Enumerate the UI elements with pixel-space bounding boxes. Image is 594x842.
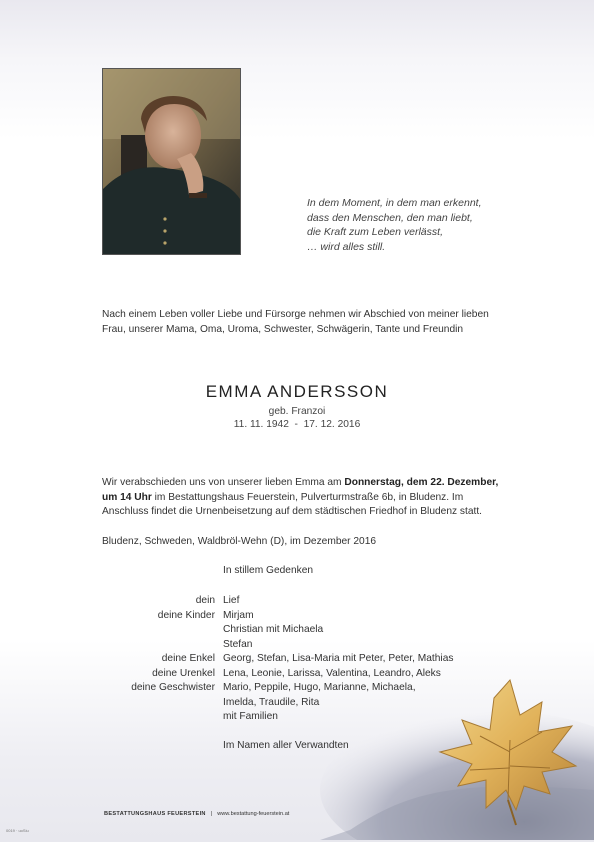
service-line: Anschluss findet die Urnenbeisetzung auf dem städtischen Friedhof in Bludenz statt. (102, 506, 482, 517)
mourner-row (90, 623, 503, 638)
mourner-relation: deine Enkel (161, 653, 215, 664)
print-code: 0019 · uoSiu (6, 828, 29, 833)
mourner-names: Lena, Leonie, Larissa, Valentina, Leandro, Aleks (223, 667, 441, 679)
service-line (102, 476, 522, 491)
quote-line: dass den Menschen, den man liebt, (307, 211, 473, 224)
service-text: im Bestattungshaus Feuerstein, Pulverturmstraße 6b, in Bludenz. Im (151, 491, 464, 503)
intro-line: Frau, unserer Mama, Oma, Uroma, Schwester, Schwägerin, Tante und Freundin (102, 323, 464, 335)
service-time: um 14 Uhr (102, 491, 152, 503)
mourner-names: Lief (223, 595, 240, 606)
footer-brand: BESTATTUNGSHAUS FEUERSTEIN (104, 811, 206, 817)
footer (104, 811, 289, 817)
mourner-relation (90, 710, 223, 725)
memorial-quote (307, 196, 547, 254)
mourner-relation: deine Urenkel (152, 667, 215, 679)
mourner-relation (90, 638, 223, 653)
quote-line: die Kraft zum Leben verlässt, (307, 226, 443, 238)
intro-text (102, 308, 522, 337)
footer-website[interactable]: www.bestattung-feuerstein.at (217, 811, 290, 817)
birth-name: geb. Franzoi (268, 406, 326, 417)
mourner-relation: deine Geschwister (131, 682, 215, 693)
mourner-names: Imelda, Traudile, Rita (223, 696, 320, 708)
quote-line: In dem Moment, in dem man erkennt, (307, 197, 482, 209)
mourner-names: Mario, Peppile, Hugo, Marianne, Michaela, (223, 682, 416, 693)
mourner-relation: dein (195, 595, 215, 606)
service-details (102, 476, 522, 520)
mourner-row (90, 594, 503, 609)
life-dates: 11. 11. 1942 - 17. 12. 2016 (233, 419, 361, 430)
mourner-relation (90, 696, 223, 711)
in-memory-heading: In stillem Gedenken (223, 565, 314, 576)
service-line (102, 491, 522, 506)
portrait-photo (102, 68, 241, 255)
closing-line: Im Namen aller Verwandten (223, 740, 349, 751)
intro-line: Nach einem Leben voller Liebe und Fürsorge nehmen wir Abschied von meiner lieben (102, 309, 489, 320)
mourner-names: mit Familien (223, 711, 278, 722)
mourner-relation: deine Kinder (157, 609, 215, 621)
mourner-names: Georg, Stefan, Lisa-Maria mit Peter, Peter, Mathias (223, 653, 454, 664)
mourner-names: Christian mit Michaela (223, 624, 324, 635)
mourner-relation (90, 623, 223, 638)
mourner-names: Stefan (223, 638, 253, 650)
footer-separator: | (210, 811, 213, 817)
quote-line: … wird alles still. (307, 240, 386, 253)
mourner-names: Mirjam (223, 609, 254, 621)
place-and-date: Bludenz, Schweden, Waldbröl-Wehn (D), im Dezember 2016 (102, 536, 377, 547)
mourner-row (90, 609, 503, 624)
deceased-name: EMMA ANDERSSON (205, 382, 389, 401)
service-date: Donnerstag, dem 22. Dezember, (344, 477, 499, 488)
service-text: Wir verabschieden uns von unserer lieben Emma am (102, 477, 345, 488)
